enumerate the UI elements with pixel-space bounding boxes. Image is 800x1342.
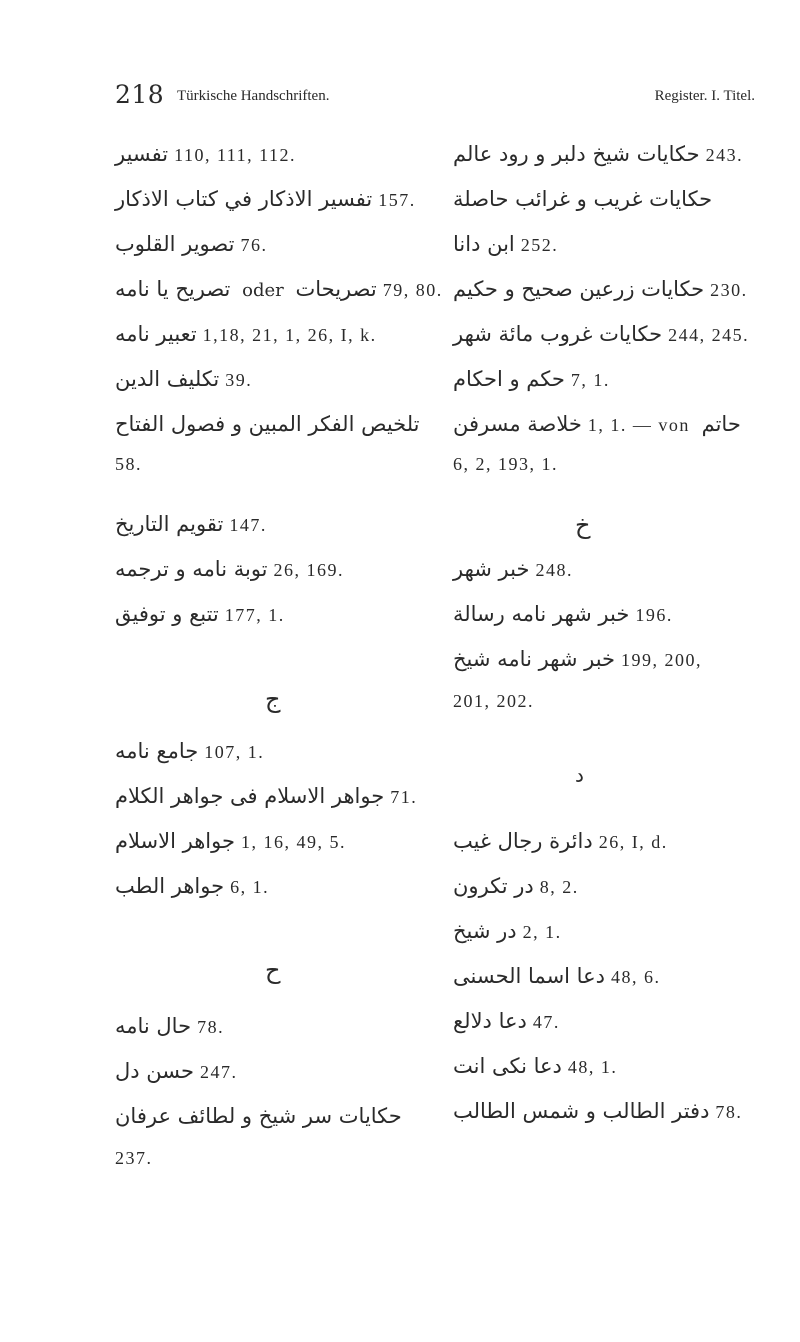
page-header xyxy=(115,80,755,120)
index-entry: دائرة رجال غيب 26, I, d. xyxy=(453,829,668,853)
running-title: Türkische Handschriften. xyxy=(177,88,330,104)
index-entry: تتبع و توفيق 177, 1. xyxy=(115,602,285,626)
index-entry: حكايات غروب مائة شهر 244, 245. xyxy=(453,322,750,346)
index-entry: جواهر الاسلام فی جواهر الكلام 71. xyxy=(115,784,418,808)
index-entry: تلخيص الفكر المبين و فصول الفتاح xyxy=(115,412,420,436)
section-letter-heading: خ xyxy=(575,511,591,539)
index-entry: تفسير 110, 111, 112. xyxy=(115,142,296,166)
index-entry: دعا اسما الحسنى 48, 6. xyxy=(453,964,661,988)
index-entry: حكايات غريب و غرائب حاصلة xyxy=(453,187,713,211)
index-entry-continuation: 237. xyxy=(115,1148,153,1168)
index-entry: تفسير الاذكار في كتاب الاذكار 157. xyxy=(115,187,416,211)
index-entry: دعا نكى انت 48, 1. xyxy=(453,1054,618,1078)
index-entry: جامع نامه 107, 1. xyxy=(115,739,265,763)
index-entry: در تكرون 8, 2. xyxy=(453,874,579,898)
index-entry: دفتر الطالب و شمس الطالب 78. xyxy=(453,1099,743,1123)
index-entry: حكايات زرعين صحيح و حكيم 230. xyxy=(453,277,748,301)
index-entry: حكم و احکام 7, 1. xyxy=(453,367,610,391)
index-entry: دعا دلالع 47. xyxy=(453,1009,560,1033)
index-entry: حسن دل 247. xyxy=(115,1059,238,1083)
section-letter-heading: ح xyxy=(265,956,281,984)
register-title: Register. I. Titel. xyxy=(654,88,755,104)
index-entry: ابن دانا 252. xyxy=(453,232,559,256)
index-entry: تصريح يا نامه oder تصريحات 79, 80. xyxy=(115,277,443,301)
index-entry: حكايات شيخ دلبر و رود عالم 243. xyxy=(453,142,744,166)
index-entry: تصوير القلوب 76. xyxy=(115,232,268,256)
index-entry: توبة نامه و ترجمه 26, 169. xyxy=(115,557,345,581)
index-entry-continuation: 6, 2, 193, 1. xyxy=(453,454,558,474)
index-entry: جواهر الطب 6, 1. xyxy=(115,874,270,898)
index-entry-continuation: 58. xyxy=(115,454,142,474)
index-entry: خبر شهر نامه رسالة 196. xyxy=(453,602,673,626)
section-letter-heading: ج xyxy=(265,685,281,713)
index-entry: حال نامه 78. xyxy=(115,1014,225,1038)
index-entry: خبر شهر 248. xyxy=(453,557,573,581)
index-entry: تعبير نامه 1,18, 21, 1, 26, I, k. xyxy=(115,322,377,346)
index-entry: خلاصة مسرفن 1, 1. — von حاتم xyxy=(453,412,741,436)
index-entry: در شیخ 2, 1. xyxy=(453,919,562,943)
index-entry: خبر شهر نامه شیخ 199, 200, xyxy=(453,647,703,671)
page-number: 218 xyxy=(115,80,165,109)
index-entry: تقويم التاريخ 147. xyxy=(115,512,267,536)
index-entry: تكليف الدين 39. xyxy=(115,367,253,391)
index-entry: جواهر الاسلام 1, 16, 49, 5. xyxy=(115,829,346,853)
section-letter-heading: د xyxy=(575,763,584,787)
index-entry-continuation: 201, 202. xyxy=(453,691,534,711)
index-entry: حكايات سر شیخ و لطائف عرفان xyxy=(115,1104,402,1128)
